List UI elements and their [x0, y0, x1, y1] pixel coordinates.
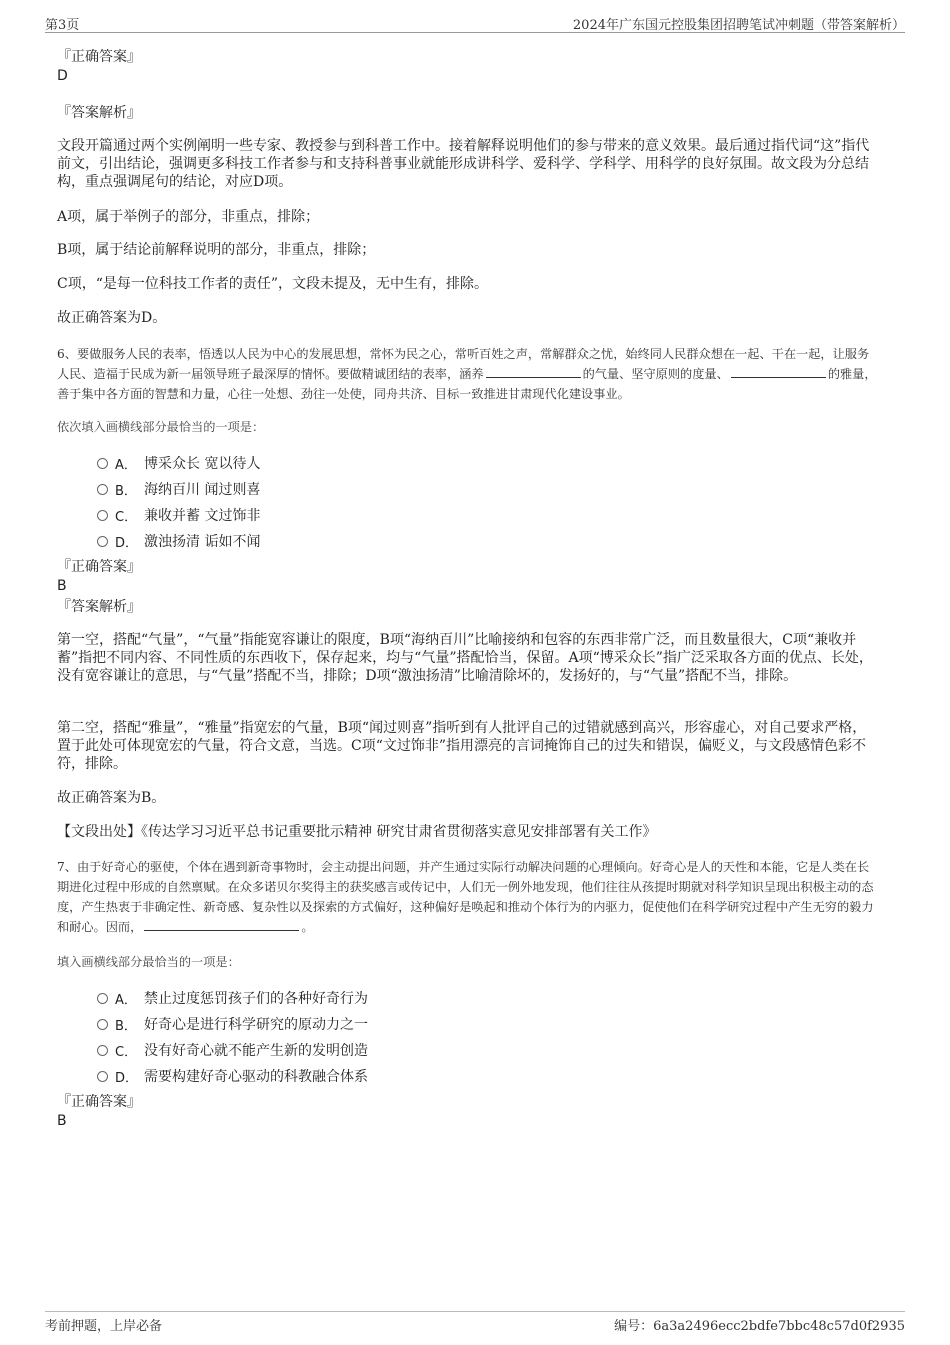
- options-list: [57, 451, 880, 555]
- radio-icon[interactable]: [97, 1045, 108, 1056]
- radio-icon[interactable]: [97, 510, 108, 521]
- option-b[interactable]: [57, 1012, 880, 1038]
- radio-icon[interactable]: [97, 1019, 108, 1030]
- analysis-paragraph: 第二空，搭配“雅量”，“雅量”指宽宏的气量，B项“闻过则喜”指听到有人批评自己的过错就感到高兴，形容虚心，对自己要求严格，置于此处可体现宽宏的气量，符合文意，当选。C项“文过饰非”指用漂亮的言词掩饰自己的过失和错误，偏贬义，与文段感情色彩不符，排除。: [57, 720, 867, 772]
- option-text: 好奇心是进行科学研究的原动力之一: [144, 1017, 368, 1033]
- correct-answer-label: 『正确答案』: [57, 49, 141, 65]
- option-letter: B．: [115, 484, 137, 499]
- option-text: 海纳百川 闻过则喜: [144, 482, 261, 498]
- option-d[interactable]: [57, 529, 880, 555]
- document-title: 2024年广东国元控股集团招聘笔试冲刺题（带答案解析）: [572, 18, 905, 33]
- source-citation: 【文段出处】《传达学习习近平总书记重要批示精神 研究甘肃省贯彻落实意见安排部署有关工作》: [57, 824, 657, 840]
- option-text: 禁止过度惩罚孩子们的各种好奇行为: [144, 991, 368, 1007]
- page-footer: [45, 1311, 905, 1334]
- correct-answer-value: B: [57, 578, 67, 594]
- page-number: 第3页: [45, 18, 80, 33]
- radio-icon[interactable]: [97, 1071, 108, 1082]
- radio-icon[interactable]: [97, 484, 108, 495]
- option-a[interactable]: [57, 986, 880, 1012]
- fill-blank: [731, 365, 826, 378]
- analysis-label: 『答案解析』: [57, 599, 141, 615]
- option-letter: D．: [115, 1071, 139, 1086]
- stem-part: 7、由于好奇心的驱使，个体在遇到新奇事物时，会主动提出问题，并产生通过实际行动解决问题的心理倾向。好奇心是人的天性和本能，它是人类在长期进化过程中形成的自然禀赋。在众多诺贝尔奖得主的获奖感言或传记中，人们无一例外地发现，他们往往从孩提时期就对科学知识呈现出积极主动的态度，产生热衷于非确定性、新奇感、复杂性以及探索的方式偏好，这种偏好是唤起和推动个体行为的内驱力，促使他们在科学研究过程中产生无穷的毅力和耐心。因而，: [57, 860, 874, 934]
- option-text: 没有好奇心就不能产生新的发明创造: [144, 1043, 368, 1059]
- document-code: 编号：6a3a2496ecc2bdfe7bbc48c57d0f2935: [614, 1319, 905, 1334]
- option-text: 博采众长 宽以待人: [144, 456, 261, 472]
- radio-icon[interactable]: [97, 536, 108, 547]
- fill-blank: [486, 365, 581, 378]
- stem-part: 。: [301, 920, 314, 934]
- correct-answer-value: D: [57, 68, 68, 84]
- option-text: 兼收并蓄 文过饰非: [144, 508, 261, 524]
- options-list: [57, 986, 880, 1090]
- page-header: [45, 12, 905, 33]
- analysis-conclusion: 故正确答案为D。: [57, 310, 167, 326]
- correct-answer-value: B: [57, 1113, 67, 1129]
- option-letter: A．: [115, 458, 137, 473]
- analysis-paragraph: 第一空，搭配“气量”，“气量”指能宽容谦让的限度，B项“海纳百川”比喻接纳和包容的东西非常广泛，而且数量很大，C项“兼收并蓄”指把不同内容、不同性质的东西收下，保存起来，均与“气量”搭配恰当，保留。A项“博采众长”指广泛采取各方面的优点、长处，没有宽容谦让的意思，与“气量”搭配不当，排除；D项“激浊扬清”比喻清除坏的，发扬好的，与“气量”搭配不当，排除。: [57, 632, 873, 684]
- option-letter: A．: [115, 993, 137, 1008]
- radio-icon[interactable]: [97, 993, 108, 1004]
- option-text: 激浊扬清 诟如不闻: [144, 534, 261, 550]
- stem-part: 6、要做服务人民的表率，悟透以人民为中心的发展思想，常怀为民之心，常听百姓之声，常解群众之忧，始终同人民群众想在一起、干在一起，让服务人民、造福于民成为新一届领导班子最深厚的情怀。要做精诚团结的表率，涵养: [57, 347, 870, 381]
- question-prompt: 依次填入画横线部分最恰当的一项是：: [57, 420, 265, 434]
- option-c[interactable]: [57, 503, 880, 529]
- option-letter: C．: [115, 510, 138, 525]
- correct-answer-label: 『正确答案』: [57, 559, 141, 575]
- option-c[interactable]: [57, 1038, 880, 1064]
- footer-slogan: 考前押题，上岸必备: [45, 1319, 163, 1334]
- correct-answer-label: 『正确答案』: [57, 1094, 141, 1110]
- analysis-paragraph: A项，属于举例子的部分，非重点，排除；: [57, 209, 320, 225]
- option-letter: D．: [115, 536, 139, 551]
- radio-icon[interactable]: [97, 458, 108, 469]
- option-d[interactable]: [57, 1064, 880, 1090]
- option-letter: C．: [115, 1045, 138, 1060]
- analysis-paragraph: 文段开篇通过两个实例阐明一些专家、教授参与到科普工作中。接着解释说明他们的参与带来的意义效果。最后通过指代词“这”指代前文，引出结论，强调更多科技工作者参与和支持科普事业就能形成讲科学、爱科学、学科学、用科学的良好氛围。故文段为分总结构，重点强调尾句的结论，对应D项。: [57, 138, 870, 190]
- question-stem: [57, 857, 880, 937]
- analysis-paragraph: C项，“是每一位科技工作者的责任”，文段未提及，无中生有，排除。: [57, 276, 489, 292]
- stem-part: 的气量、坚守原则的度量、: [582, 367, 729, 381]
- question-stem: [57, 344, 880, 404]
- analysis-conclusion: 故正确答案为B。: [57, 790, 166, 806]
- fill-blank: [144, 918, 299, 931]
- option-a[interactable]: [57, 451, 880, 477]
- analysis-label: 『答案解析』: [57, 105, 141, 121]
- question-prompt: 填入画横线部分最恰当的一项是：: [57, 955, 240, 969]
- analysis-paragraph: B项，属于结论前解释说明的部分，非重点，排除；: [57, 242, 376, 258]
- option-b[interactable]: [57, 477, 880, 503]
- option-text: 需要构建好奇心驱动的科教融合体系: [144, 1069, 368, 1085]
- option-letter: B．: [115, 1019, 137, 1034]
- stem-part: 的雅量，善于集中各方面的智慧和力量，心往一处想、劲往一处使，同舟共济、目标一致推进甘肃现代化建设事业。: [57, 367, 877, 401]
